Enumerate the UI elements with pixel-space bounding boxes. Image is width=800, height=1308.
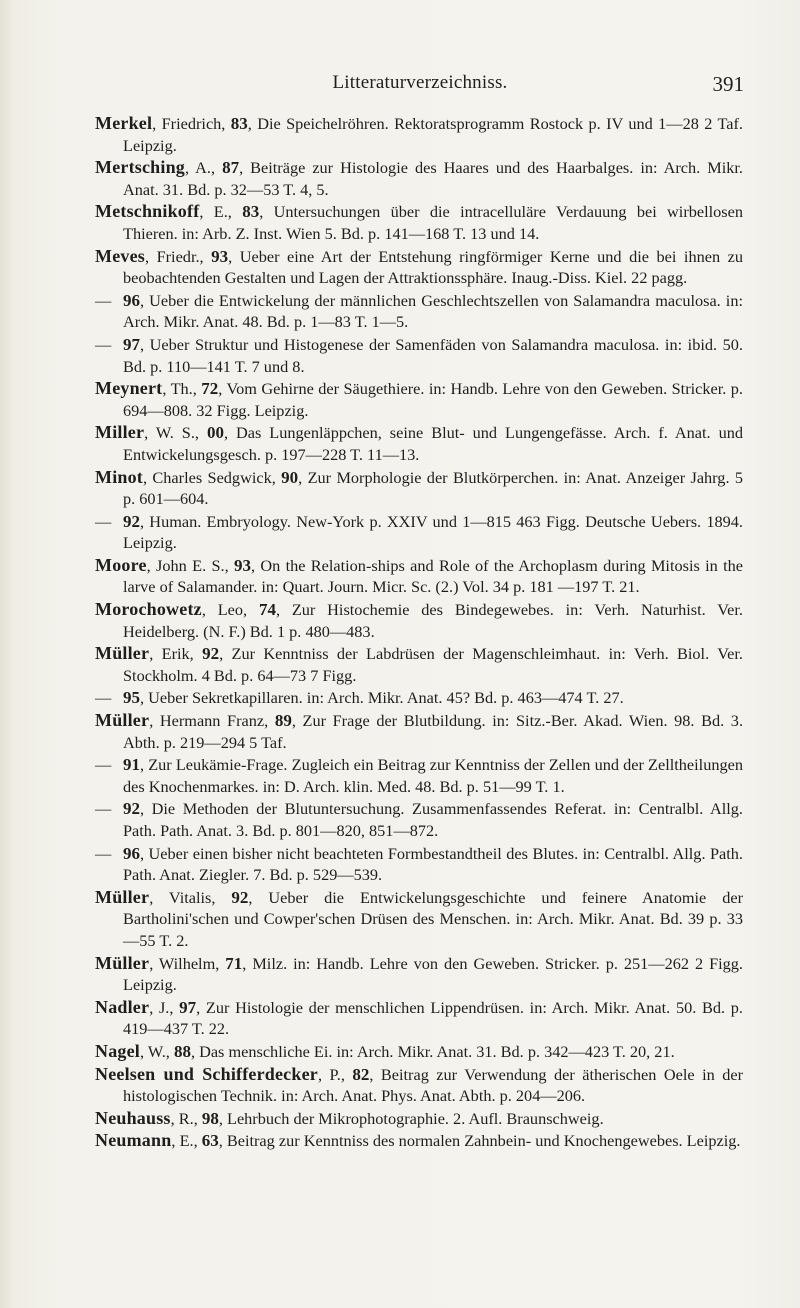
- entry-year: 83: [242, 202, 260, 222]
- running-title: Litteraturverzeichniss.: [332, 72, 508, 93]
- entry-citation: , Ueber Sekretkapillaren. in: Arch. Mikr. Anat. 45? Bd. p. 463—474 T. 27.: [140, 688, 624, 708]
- bibliography-entry: [95, 843, 743, 886]
- entry-citation: , Milz. in: Handb. Lehre von den Geweben. Stricker. p. 251—262 2 Figg. Leipzig.: [123, 953, 744, 995]
- entry-citation: , Ueber eine Art der Entstehung ringförmiger Kerne und die bei ihnen zu beobachtenden Gestalten und Lagen der Attraktionssphäre. Inaug.-Diss. Kiel. 22 pagg.: [123, 246, 744, 288]
- bibliography-entry: [95, 378, 743, 421]
- entry-year: 71: [225, 953, 243, 973]
- bibliography-entry: [95, 887, 743, 952]
- entry-author: Minot: [95, 466, 143, 487]
- entry-author-details: , Friedr.,: [144, 246, 212, 266]
- entry-citation: , Beitrag zur Verwendung der ätherischen Oele in der histologischen Technik. in: Arch. Anat. Phys. Anat. Abth. p. 204—206.: [123, 1064, 743, 1106]
- bibliography-entry: [95, 953, 743, 996]
- entry-author: Nagel: [95, 1040, 140, 1061]
- bibliography-entry: [95, 555, 743, 598]
- entry-author-details: , J.,: [149, 997, 180, 1017]
- entry-author-details: , Erik,: [149, 644, 203, 664]
- entry-author: Merkel: [95, 113, 153, 133]
- entry-citation: , Human. Embryology. New-York p. XXIV und 1—815 463 Figg. Deutsche Uebers. 1894. Leipzig.: [123, 511, 743, 553]
- entry-year: 93: [211, 246, 229, 266]
- entry-author-details: , E.,: [171, 1131, 202, 1151]
- entry-citation: , Beiträge zur Histologie des Haares und des Haarbalges. in: Arch. Mikr. Anat. 31. Bd. p. 32—53 T. 4, 5.: [123, 158, 743, 199]
- entry-year: 74: [258, 600, 276, 620]
- entry-author: Müller: [95, 710, 150, 731]
- bibliography-entry: [95, 201, 743, 244]
- bibliography-entry: [95, 643, 743, 686]
- bibliography-entry: [95, 798, 743, 841]
- entry-year: 91: [123, 755, 140, 775]
- entry-citation: , On the Relation-ships and Role of the Archoplasm during Mitosis in the larve of Salamander. in: Quart. Journ. Micr. Sc. (2.) Vol. 34 p. 181 —197 T. 21.: [123, 555, 743, 597]
- entry-year: 96: [123, 290, 140, 310]
- entry-citation: , Ueber Struktur und Histogenese der Samenfäden von Salamandra maculosa. in: ibid. 50. Bd. p. 110—141 T. 7 und 8.: [123, 334, 743, 376]
- bibliography-list: [95, 113, 743, 1153]
- bibliography-entry: [95, 687, 743, 709]
- repeat-author-dash: —: [95, 334, 112, 354]
- entry-author: Neuhauss: [95, 1107, 171, 1128]
- entry-citation: , Das Lungenläppchen, seine Blut- und Lungengefässe. Arch. f. Anat. und Entwickelungsgesch. p. 197—228 T. 11—13.: [123, 423, 744, 464]
- entry-author-details: , Wilhelm,: [149, 953, 226, 973]
- bibliography-entry: [95, 334, 743, 377]
- entry-author-details: , A.,: [184, 158, 223, 178]
- entry-citation: , Untersuchungen über die intracelluläre Verdauung bei wirbellosen Thieren. in: Arb. Z. Inst. Wien 5. Bd. p. 141—168 T. 13 und 14.: [123, 202, 744, 243]
- entry-author: Müller: [95, 643, 150, 664]
- entry-citation: , Zur Frage der Blutbildung. in: Sitz.-Ber. Akad. Wien. 98. Bd. 3. Abth. p. 219—294 5 Taf.: [123, 711, 744, 752]
- bibliography-entry: [95, 1041, 743, 1063]
- bibliography-entry: [95, 467, 743, 510]
- bibliography-entry: [95, 422, 743, 465]
- entry-author: Neumann: [95, 1130, 172, 1151]
- entry-author-details: , Hermann Franz,: [149, 711, 275, 731]
- entry-year: 00: [206, 423, 224, 443]
- entry-citation: , Zur Leukämie-Frage. Zugleich ein Beitrag zur Kenntniss der Zellen und der Zelltheilungen des Knochenmarkes. in: D. Arch. klin. Med. 48. Bd. p. 51—99 T. 1.: [123, 755, 743, 796]
- bibliography-entry: [95, 754, 743, 797]
- entry-author: Meves: [95, 245, 145, 266]
- entry-citation: , Zur Histologie der menschlichen Lippendrüsen. in: Arch. Mikr. Anat. 50. Bd. p. 419—437 T. 22.: [123, 997, 743, 1039]
- bibliography-entry: [95, 710, 743, 753]
- entry-citation: , Lehrbuch der Mikrophotographie. 2. Aufl. Braunschweig.: [218, 1108, 604, 1128]
- bibliography-entry: [95, 511, 743, 554]
- entry-year: 92: [123, 799, 140, 819]
- bibliography-entry: [95, 997, 743, 1040]
- entry-author-details: , Leo,: [201, 600, 259, 620]
- page-header: [96, 72, 744, 102]
- entry-citation: , Die Methoden der Blutuntersuchung. Zusammenfassendes Referat. in: Centralbl. Allg. Path. Path. Anat. 3. Bd. p. 801—820, 851—872.: [123, 799, 743, 840]
- bibliography-entry: [95, 246, 743, 289]
- entry-year: 82: [352, 1064, 370, 1084]
- entry-year: 72: [201, 379, 219, 399]
- entry-author: Neelsen und Schifferdecker: [95, 1063, 318, 1084]
- page-number: 391: [712, 72, 744, 96]
- entry-year: 98: [201, 1108, 219, 1128]
- entry-author: Miller: [95, 422, 145, 443]
- entry-year: 97: [123, 334, 140, 354]
- entry-year: 93: [233, 555, 251, 575]
- bibliography-entry: [95, 1130, 743, 1152]
- bibliography-entry: [95, 157, 743, 200]
- entry-author-details: , Charles Sedgwick,: [143, 467, 282, 487]
- entry-author-details: , R.,: [170, 1108, 202, 1128]
- bibliography-entry: [95, 1108, 743, 1130]
- entry-citation: , Zur Kenntniss der Labdrüsen der Magenschleimhaut. in: Verh. Biol. Ver. Stockholm. 4 Bd. p. 64—73 7 Figg.: [123, 644, 743, 685]
- entry-year: 88: [173, 1041, 191, 1061]
- entry-author-details: , John E. S.,: [146, 555, 234, 575]
- repeat-author-dash: —: [95, 799, 112, 819]
- entry-author: Moore: [95, 554, 147, 575]
- bibliography-entry: [95, 1064, 743, 1107]
- entry-citation: , Ueber einen bisher nicht beachteten Formbestandtheil des Blutes. in: Centralbl. Allg. Path. Path. Anat. Ziegler. 7. Bd. p. 529—539.: [123, 843, 743, 885]
- entry-citation: , Ueber die Entwickelung der männlichen Geschlechtszellen von Salamandra maculosa. in: Arch. Mikr. Anat. 48. Bd. p. 1—83 T. 1—5.: [123, 290, 743, 332]
- entry-author: Morochowetz: [95, 599, 202, 620]
- entry-year: 83: [230, 114, 248, 133]
- entry-citation: , Zur Morphologie der Blutkörperchen. in: Anat. Anzeiger Jahrg. 5 p. 601—604.: [123, 467, 744, 509]
- entry-year: 92: [123, 511, 140, 531]
- entry-author-details: , P.,: [317, 1064, 353, 1084]
- entry-author: Mertsching: [95, 157, 185, 178]
- entry-citation: , Zur Histochemie des Bindegewebes. in: Verh. Naturhist. Ver. Heidelberg. (N. F.) Bd. 1 p. 480—483.: [123, 600, 743, 641]
- entry-author: Metschnikoff: [95, 201, 200, 222]
- repeat-author-dash: —: [95, 755, 112, 775]
- entry-citation: , Ueber die Entwickelungsgeschichte und feinere Anatomie der Bartholini'schen und Cowper'schen Drüsen des Menschen. in: Arch. Mikr. Anat. Bd. 39 p. 33—55 T. 2.: [123, 887, 743, 950]
- entry-author-details: , Friedrich,: [152, 114, 231, 133]
- entry-author: Nadler: [95, 996, 150, 1017]
- repeat-author-dash: —: [95, 688, 112, 708]
- entry-author-details: , W. S.,: [144, 423, 207, 443]
- bibliography-entry: [95, 113, 743, 156]
- entry-author-details: , E.,: [199, 202, 243, 222]
- entry-author: Meynert: [95, 378, 163, 399]
- entry-author-details: , Vitalis,: [149, 887, 232, 907]
- entry-citation: , Vom Gehirne der Säugethiere. in: Handb. Lehre von den Geweben. Stricker. p. 694—808. 32 Figg. Leipzig.: [123, 379, 743, 420]
- entry-citation: , Die Speichelröhren. Rektoratsprogramm Rostock p. IV und 1—28 2 Taf. Leipzig.: [123, 114, 743, 155]
- entry-author-details: , W.,: [140, 1041, 174, 1061]
- entry-year: 90: [281, 467, 299, 487]
- entry-author: Müller: [95, 886, 150, 907]
- entry-year: 87: [222, 158, 240, 178]
- repeat-author-dash: —: [95, 843, 112, 863]
- entry-author: Müller: [95, 952, 150, 973]
- entry-year: 63: [201, 1131, 219, 1151]
- repeat-author-dash: —: [95, 290, 112, 310]
- entry-year: 89: [274, 711, 292, 731]
- entry-year: 92: [202, 644, 220, 664]
- bibliography-entry: [95, 599, 743, 642]
- entry-citation: , Das menschliche Ei. in: Arch. Mikr. Anat. 31. Bd. p. 342—423 T. 20, 21.: [190, 1041, 675, 1061]
- entry-year: 95: [123, 688, 140, 708]
- entry-year: 97: [179, 997, 197, 1017]
- repeat-author-dash: —: [95, 511, 112, 531]
- entry-year: 96: [123, 843, 140, 863]
- entry-author-details: , Th.,: [162, 379, 202, 399]
- bibliography-entry: [95, 290, 743, 333]
- entry-year: 92: [231, 887, 249, 907]
- entry-citation: , Beitrag zur Kenntniss des normalen Zahnbein- und Knochengewebes. Leipzig.: [218, 1131, 741, 1151]
